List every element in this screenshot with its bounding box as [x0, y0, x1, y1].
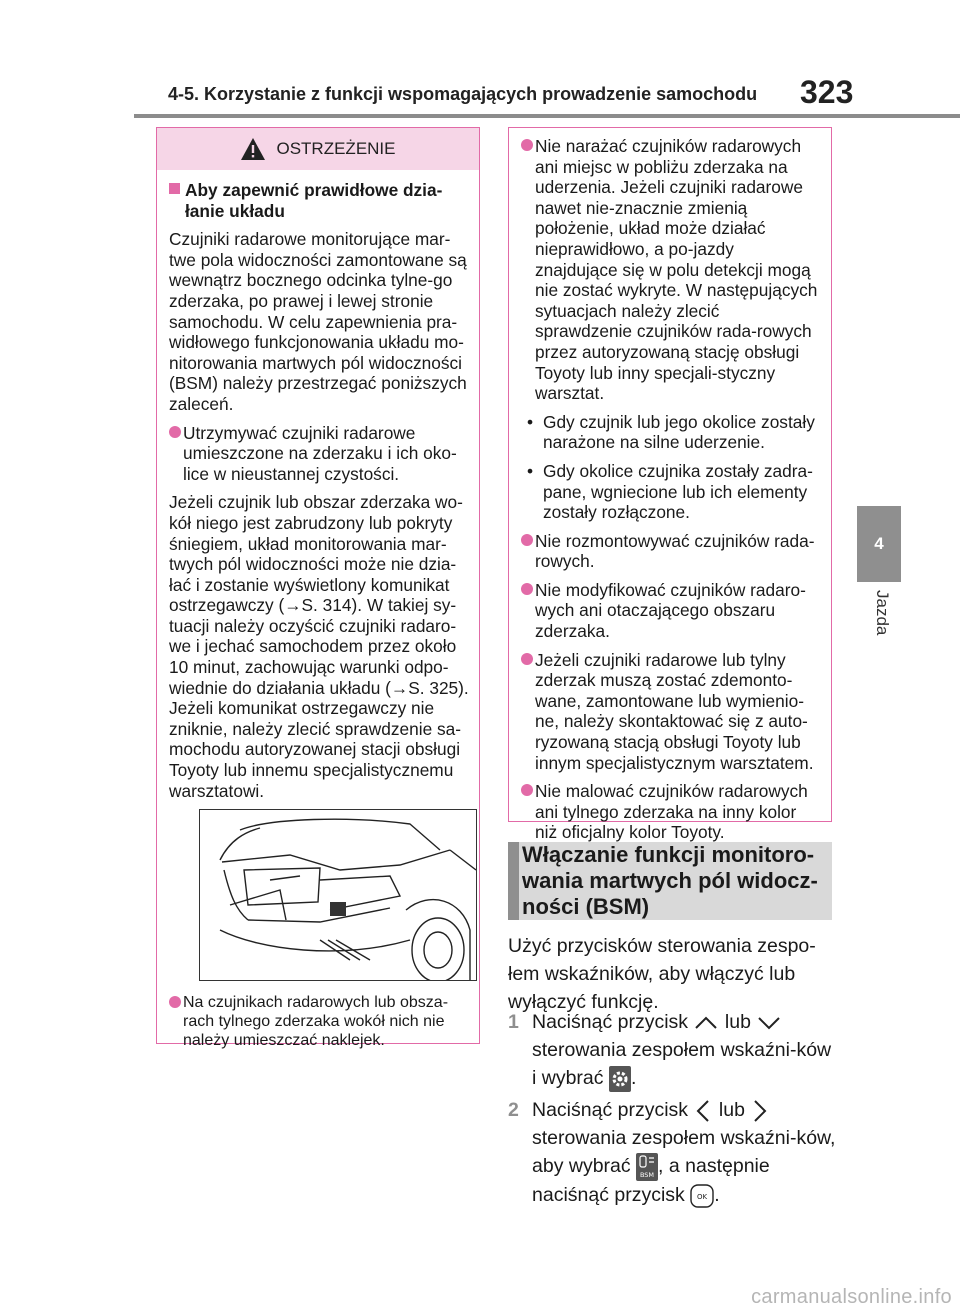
bsm-icon — [636, 1153, 658, 1181]
section-heading-text: Włączanie funkcji monitoro-wania martwych pól widocz-ności (BSM) — [522, 842, 818, 919]
warning-intro: Czujniki radarowe monitorujące mar-twe pola widoczności zamontowane są wewnątrz bocznego odcinka tylne-go zderzaka, po prawej i lewej stronie samochodu. W celu zapewnienia pra-widłowego funkcjonowania układu mo-nitorowania martwych pól widoczności (BSM) należy przestrzegać poniższych zaleceń. — [169, 229, 467, 414]
bullet-dot-icon — [521, 534, 533, 546]
warning-bullet: Na czujnikach radarowych lub obsza-rach tylnego zderzaka wokół nich nie należy umieszczać naklejek. — [169, 993, 469, 1050]
step-number: 1 — [508, 1011, 519, 1033]
step-text: lub — [724, 1011, 751, 1033]
svg-text:BSM: BSM — [640, 1170, 655, 1179]
step-2: 2 Naciśnąć przycisk lub sterowania zespołem wskaźni-ków, aby wybrać BSM , a następnie naciśnąć przycisk OK . — [508, 1096, 838, 1209]
car-rear-illustration — [199, 809, 477, 981]
chapter-tab: 4 — [857, 506, 901, 582]
chevron-right-icon — [750, 1098, 770, 1124]
warning-header — [157, 128, 479, 170]
warning-heading: OSTRZEŻENIE — [276, 139, 396, 158]
watermark: carmanualsonline.info — [751, 1286, 952, 1308]
warning-paragraph: Jeżeli czujnik lub obszar zderzaka wo-kół niego jest zabrudzony lub pokryty śniegiem, układ monitorowania mar-twych pól widoczności może nie dzia-łać i zostanie wyświetlony komunikat ostrzegawczy (→S. 314). W takiej sy-tuacji należy oczyścić czujniki radaro-we i jechać samochodem przez około 10 minut, zachowując warunki odpo-wiednie do działania układu (→S. 325). Jeżeli komunikat ostrzegawczy nie zniknie, należy zlecić sprawdzenie sa-mochodu autoryzowanej stacji obsługi Toyoty lub innemu specjalistycznemu warsztatowi. — [169, 492, 469, 801]
step-1: 1 Naciśnąć przycisk lub sterowania zespołem wskaźni-ków i wybrać . — [508, 1008, 838, 1092]
step-text: sterowania zespołem wskaźni-ków i wybrać — [532, 1039, 832, 1089]
warning-bullet: Nie malować czujników radarowych ani tylnego zderzaka na inny kolor niż oficjalny kolor Toyoty. — [521, 781, 821, 843]
bullet-dot-icon — [169, 996, 181, 1008]
bullet-dot-icon — [521, 653, 533, 665]
section-heading — [508, 842, 832, 920]
chapter-label: Jazda — [873, 590, 892, 636]
chevron-up-icon — [693, 1014, 719, 1032]
section-heading-bar — [508, 842, 519, 920]
bullet-dot-icon — [169, 426, 181, 438]
warning-bullet: Nie rozmontowywać czujników rada-rowych. — [521, 531, 821, 572]
warning-box-left — [156, 127, 480, 1050]
page-number: 323 — [800, 74, 854, 110]
warning-dash-item: • Gdy czujnik lub jego okolice zostały narażone na silne uderzenie. — [527, 411, 815, 453]
step-text: Naciśnąć przycisk — [532, 1011, 689, 1033]
warning-subheading: Aby zapewnić prawidłowe dzia-łanie układu — [169, 180, 469, 221]
car-illustration-svg — [200, 810, 476, 980]
warning-bullet: Nie narażać czujników radarowych ani miejsc w pobliżu zderzaka na uderzenia. Jeżeli czujniki radarowe nawet nie-znacznie zmienią położenie, układ może działać nieprawidłowo, a po-jazdy znajdujące się w polu detekcji mogą nie zostać wykryte. W następujących sytuacjach należy zlecić sprawdzenie czujników rada-rowych przez autoryzowaną stację obsługi Toyoty lub inny specjali-styczny warsztat. — [521, 136, 821, 404]
header-rule — [134, 114, 960, 118]
warning-triangle-icon — [240, 137, 266, 161]
bullet-dot-icon — [521, 784, 533, 796]
warning-box-right — [508, 127, 832, 843]
step-text: lub — [718, 1099, 745, 1121]
step-text: Naciśnąć przycisk — [532, 1099, 689, 1121]
square-bullet-icon — [169, 183, 180, 194]
step-text: sterowania zespołem wskaźni-ków, aby wybrać — [532, 1127, 836, 1177]
section-intro: Użyć przycisków sterowania zespo-łem wskaźników, aby włączyć lub wyłączyć funkcję. — [508, 935, 816, 1013]
settings-gear-icon — [609, 1066, 631, 1092]
chevron-down-icon — [756, 1014, 782, 1032]
bullet-dot-icon — [521, 583, 533, 595]
warning-bullet: Nie modyfikować czujników radaro-wych ani otaczającego obszaru zderzaka. — [521, 580, 821, 642]
ok-button-icon — [690, 1184, 714, 1208]
warning-dash-item: • Gdy okolice czujnika zostały zadra-pane, wgniecione lub ich elementy zostały rozłączone. — [527, 460, 813, 523]
header-title: 4-5. Korzystanie z funkcji wspomagających prowadzenie samochodu — [168, 84, 758, 104]
step-number: 2 — [508, 1099, 519, 1121]
svg-text:OK: OK — [697, 1192, 708, 1201]
warning-bullet: Utrzymywać czujniki radarowe umieszczone na zderzaku i ich oko-lice w nieustannej czystości. — [169, 423, 469, 485]
bullet-dot-icon — [521, 139, 533, 151]
warning-bullet: Jeżeli czujniki radarowe lub tylny zderzak muszą zostać zdemonto-wane, zamontowane lub wymienio-ne, należy skontaktować się z auto-ryzowaną stacją obsługi Toyoty lub innym specjalistycznym warsztatem. — [521, 650, 821, 774]
chevron-left-icon — [693, 1098, 713, 1124]
